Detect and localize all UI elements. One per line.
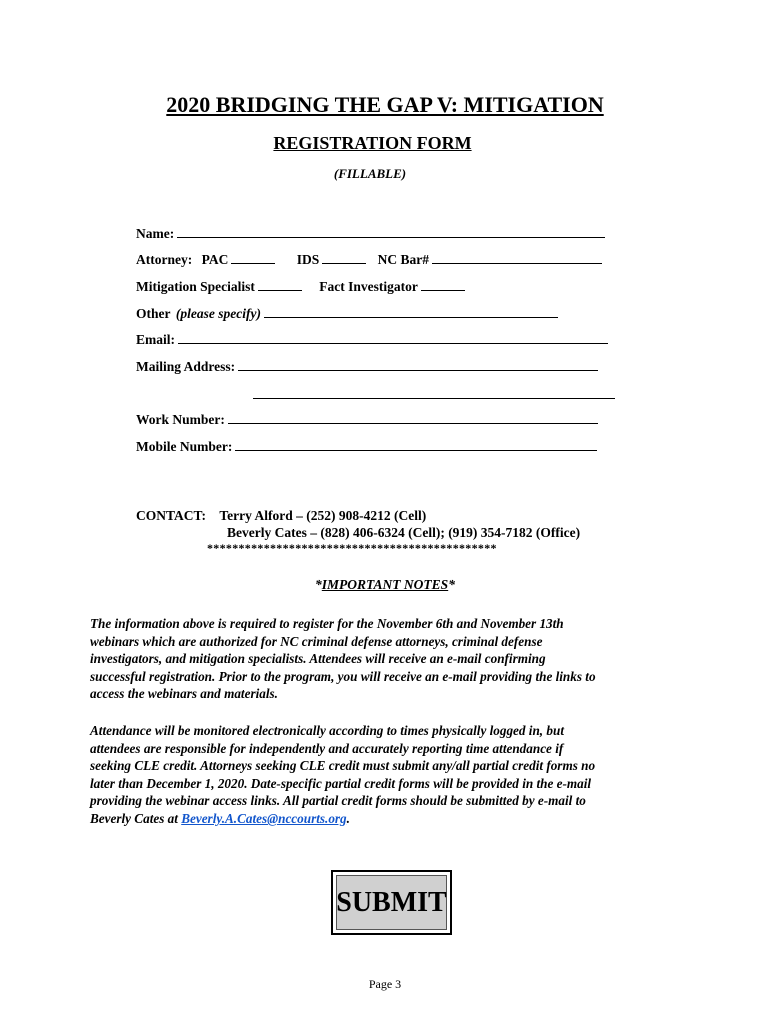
- page-number: Page 3: [368, 977, 402, 991]
- mitigation-field[interactable]: [258, 276, 302, 291]
- para1-line: webinars which are authorized for NC criminal defense attorneys, criminal defense: [90, 633, 543, 649]
- other-field[interactable]: [264, 303, 558, 318]
- other-hint: (please specify): [175, 306, 261, 321]
- mailing-address-field[interactable]: [238, 356, 598, 371]
- attorney-row: [136, 249, 602, 267]
- other-label: Other: [136, 306, 171, 321]
- mailing-address-field-2[interactable]: [253, 384, 615, 399]
- submit-label: SUBMIT: [336, 875, 447, 930]
- para2-line: Attendance will be monitored electronically according to times physically logged in, but: [90, 723, 564, 738]
- notes-paragraph-2: [90, 722, 690, 828]
- mobile-number-field[interactable]: [235, 436, 597, 451]
- para2-line: later than December 1, 2020. Date-specific partial credit forms will be provided in the e-mail: [90, 775, 592, 791]
- mailing-address-label: Mailing Address:: [136, 359, 236, 374]
- para2-line: seeking CLE credit. Attorneys seeking CLE credit must submit any/all partial credit forms no: [90, 758, 596, 774]
- email-field[interactable]: [178, 329, 608, 344]
- email-link[interactable]: Beverly.A.Cates@nccourts.org: [181, 810, 347, 826]
- contact-label: CONTACT:: [136, 508, 206, 523]
- para2-last-suffix: .: [346, 810, 350, 826]
- work-number-field[interactable]: [228, 409, 598, 424]
- pac-label: PAC: [201, 252, 229, 267]
- ids-field[interactable]: [322, 249, 366, 264]
- form-subtitle: REGISTRATION FORM: [273, 133, 472, 153]
- important-notes-heading: [0, 577, 770, 593]
- contact-beverly: Beverly Cates – (828) 406-6324 (Cell); (919) 354-7182 (Office): [227, 525, 581, 540]
- para1-line: investigators, and mitigation specialists. Attendees will receive an e-mail confirming: [90, 651, 546, 667]
- mitigation-label: Mitigation Specialist: [136, 279, 255, 294]
- fillable-note: (FILLABLE): [333, 166, 407, 181]
- notes-prefix: *: [315, 577, 322, 592]
- stars-divider: **********************************************: [207, 541, 497, 555]
- para2-last-line: [90, 810, 690, 828]
- specialist-row: [136, 276, 465, 294]
- notes-title: IMPORTANT NOTES: [321, 577, 449, 592]
- name-row: [136, 223, 605, 241]
- ncbar-label: NC Bar#: [377, 252, 429, 267]
- attorney-label: Attorney:: [136, 252, 193, 267]
- fact-investigator-field[interactable]: [421, 276, 465, 291]
- mailing-row: [136, 356, 598, 374]
- contact-terry: Terry Alford – (252) 908-4212 (Cell): [219, 508, 427, 523]
- ids-label: IDS: [296, 252, 320, 267]
- para1-line: access the webinars and materials.: [90, 686, 278, 702]
- ncbar-field[interactable]: [432, 249, 602, 264]
- name-label: Name:: [136, 226, 175, 241]
- email-row: [136, 329, 608, 347]
- work-number-row: [136, 409, 598, 427]
- mobile-number-row: [136, 436, 597, 454]
- name-field[interactable]: [177, 223, 605, 238]
- mobile-number-label: Mobile Number:: [136, 439, 233, 454]
- para2-last-prefix: Beverly Cates at: [90, 810, 182, 826]
- para1-line: successful registration. Prior to the program, you will receive an e-mail providing the links to: [90, 668, 596, 684]
- para2-line: attendees are responsible for independently and accurately reporting time attendance if: [90, 740, 564, 756]
- fact-investigator-label: Fact Investigator: [319, 279, 418, 294]
- other-row: [136, 303, 558, 321]
- work-number-label: Work Number:: [136, 412, 225, 427]
- para1-line: The information above is required to register for the November 6th and November 13th: [90, 616, 564, 631]
- notes-suffix: *: [448, 577, 455, 592]
- submit-button[interactable]: [331, 870, 452, 935]
- email-label: Email:: [136, 332, 175, 347]
- pac-field[interactable]: [231, 249, 275, 264]
- contact-line-1: [136, 508, 426, 524]
- notes-paragraph-1: [90, 615, 690, 703]
- form-title: 2020 BRIDGING THE GAP V: MITIGATION: [166, 92, 604, 117]
- para2-line: providing the webinar access links. All partial credit forms should be submitted by e-mail to: [90, 793, 586, 809]
